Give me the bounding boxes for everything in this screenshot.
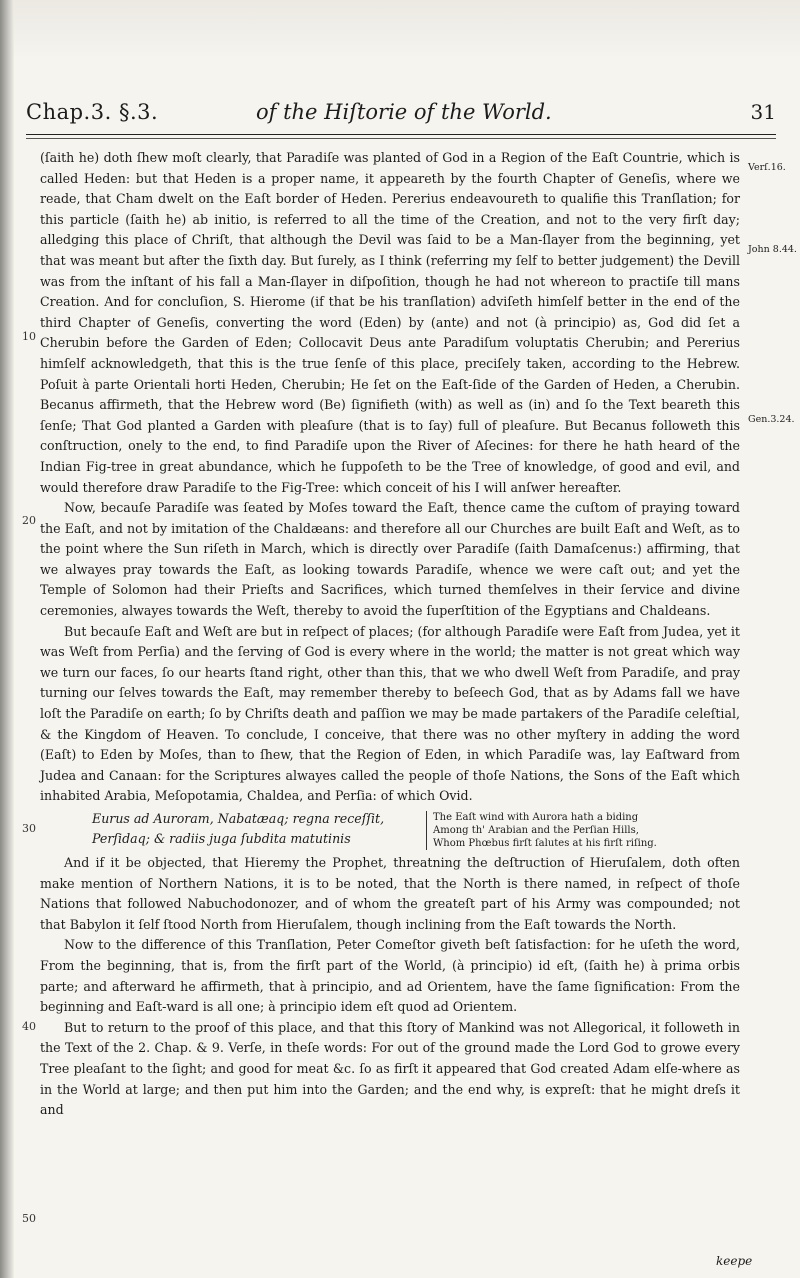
line-number: 30 [22,822,36,835]
english-line: Whom Phœbus firſt ſalutes at his firſt riſing. [433,838,657,849]
main-text [40,148,740,1121]
page-binding-edge [0,0,14,1278]
line-number: 50 [22,1212,36,1225]
english-verse [426,811,693,850]
running-header [26,100,786,134]
margin-note-genesis: Gen.3.24. [748,414,795,425]
page-shadow [14,0,800,60]
chapter-heading: Chap.3. §.3. [26,100,159,124]
book-title-heading: of the Hiſtorie of the World. [256,100,552,124]
paragraph: Now, becauſe Paradiſe was ſeated by Moſes toward the Eaſt, thence came the cuſtom of praying toward the Eaſt, and not by imitation of the Chaldæans: and therefore all our Churches are built Eaſt and Weſt, as to the point where the Sun riſeth in March, which is directly over Paradiſe (ſaith Damaſcenus:) affirming, that we alwayes pray towards the Eaſt, as looking towards Paradiſe, whence we were caſt out; and yet the Temple of Solomon had their Prieſts and Sacrifices, which turned themſelves in their ſervice and divine ceremonies, alwayes towards the Weſt, thereby to avoid the ſuperſtition of the Egyptians and Chaldeans. [40,500,740,619]
paragraph: And if it be objected, that Hieremy the Prophet, threatning the deſtruction of Hieruſalem, doth often make mention of Northern Nations, it is to be noted, that the North is there named, in reſpect of thoſe Nations that followed Nabuchodonozer, and of whom the greateſt part of his Army was compounded; not that Babylon it ſelf ſtood North from Hieruſalem, though inclining from the Eaſt towards the North. [40,855,740,932]
latin-line: Perſidaq; & radiis juga ſubdita matutinis [92,831,351,846]
margin-note-verse: Verſ.16. [748,162,786,173]
header-rule-thin [26,138,776,139]
catchword: keepe [716,1254,753,1268]
ovid-quotation [92,809,792,853]
line-number: 20 [22,514,36,527]
english-line: Among th' Arabian and the Perſian Hills, [433,825,639,836]
line-number: 10 [22,330,36,343]
latin-verse [92,809,422,849]
paragraph: (ſaith he) doth ſhew moſt clearly, that Paradiſe was planted of God in a Region of the Eaſt Countrie, which is called Heden: but that Heden is a proper name, it appeareth by the fourth Chapter of Geneſis, where we reade, that Cham dwelt on the Eaſt border of Heden. Pererius endeavoureth to qualifie this Tranſlation; for this particle (ſaith he) ab initio, is referred to all the time of the Creation, and not to the very firſt day; alledging this place of Chriſt, that although the Devil was ſaid to be a Man-ſlayer from the beginning, yet that was meant but after the ſixth day. But ſurely, as I think (referring my ſelf to better judgement) the Devill was from the inſtant of his fall a Man-ſlayer in diſpoſition, though he had not whereon to practiſe till mans Creation. And for concluſion, S. Hierome (if that be his tranſlation) adviſeth himſelf better in the end of the third Chapter of Geneſis, converting the word (Eden) by (ante) and not (à principio) as, God did ſet a Cherubin before the Garden of Eden; Collocavit Deus ante Paradiſum voluptatis Cherubin; and Pererius himſelf acknowledgeth, that this is the true ſenſe of this place, preciſely taken, according to the Hebrew. Poſuit à parte Orientali horti Heden, Cherubin; He ſet on the Eaſt-ſide of the Garden of Heden, a Cherubin. Becanus affirmeth, that the Hebrew word (Be) ſignifieth (with) as well as (in) and ſo the Text beareth this ſenſe; That God planted a Garden with pleaſure (that is to ſay) full of pleaſure. But Becanus followeth this conſtruction, onely to the end, to find Paradiſe upon the River of Aſecines: for there he hath heard of the Indian Fig-tree in great abundance, which he ſuppoſeth to be the Tree of knowledge, of good and evil, and would therefore draw Paradiſe to the Fig-Tree: which conceit of his I will anſwer hereafter. [40,150,740,495]
header-rule [26,134,776,135]
page-number: 31 [750,100,776,124]
latin-line: Eurus ad Auroram, Nabatæaq; regna receſſit, [92,811,385,826]
margin-note-john: John 8.44. [748,244,797,255]
paragraph: But becauſe Eaſt and Weſt are but in reſpect of places; (for although Paradiſe were Eaſt from Judea, yet it was Weſt from Perſia) and the ſerving of God is every where in the world; the matter is not great which way we turn our faces, ſo our hearts ſtand right, other than this, that we who dwell Weſt from Paradiſe, and pray turning our ſelves towards the Eaſt, may remember thereby to beſeech God, that as by Adams fall we have loſt the Paradiſe on earth; ſo by Chriſts death and paſſion we may be made partakers of the Paradiſe celeſtial, & the Kingdom of Heaven. To conclude, I conceive, that there was no other myſtery in adding the word (Eaſt) to Eden by Moſes, than to ſhew, that the Region of Eden, in which Paradiſe was, lay Eaſtward from Judea and Canaan: for the Scriptures alwayes called the people of thoſe Nations, the Sons of the Eaſt which inhabited Arabia, Meſopotamia, Chaldea, and Perſia: of which Ovid. [40,623,740,804]
line-number: 40 [22,1020,36,1033]
paragraph: But to return to the proof of this place, and that this ſtory of Mankind was not Allegorical, it followeth in the Text of the 2. Chap. & 9. Verſe, in theſe words: For out of the ground made the Lord God to growe every Tree pleaſant to the ſight; and good for meat &c. ſo as firſt it appeared that God created Adam elſe-where as in the World at large; and then put him into the Garden; and the end why, is expreſt: that he might dreſs it and [40,1019,740,1118]
english-line: The Eaſt wind with Aurora hath a biding [433,812,639,823]
paragraph: Now to the difference of this Tranſlation, Peter Comeſtor giveth beſt ſatisfaction: for he uſeth the word, From the beginning, that is, from the firſt part of the World, (à principio) id eſt, (ſaith he) à prima orbis parte; and afterward he affirmeth, that à principio, and ad Orientem, have the ſame ſignification: From the beginning and Eaſt-ward is all one; à principio idem eſt quod ad Orientem. [40,937,740,1015]
